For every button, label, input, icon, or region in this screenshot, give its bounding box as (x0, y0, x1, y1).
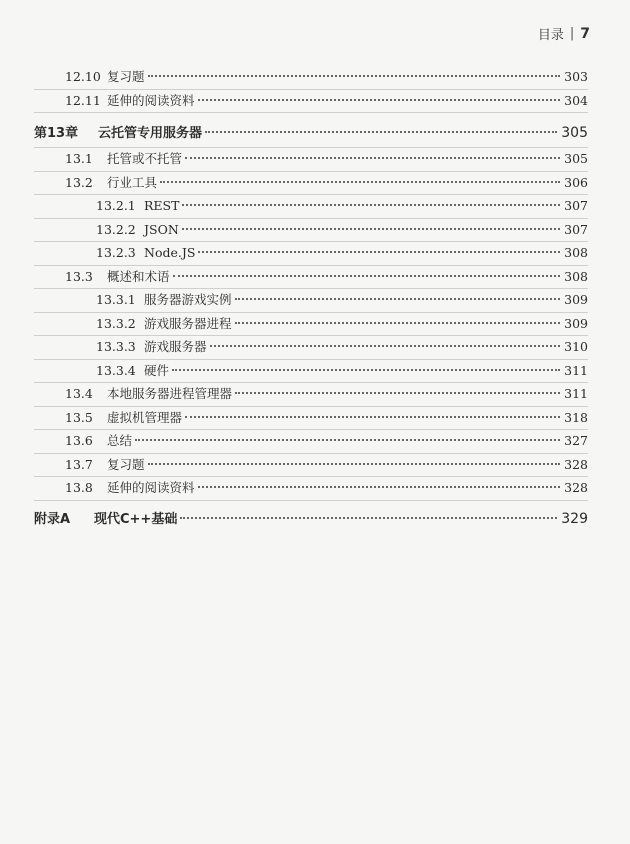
toc-appendix-title: 现代C++基础 (94, 511, 178, 527)
dot-leader (182, 204, 560, 206)
toc-entry-number: 13.3.4 (96, 362, 136, 378)
dot-leader (210, 345, 561, 347)
dot-leader (235, 322, 561, 324)
toc-entry-number: 13.3 (65, 268, 93, 284)
toc-entry-13-5[interactable] (34, 407, 588, 431)
toc-entry-title: REST (144, 198, 180, 213)
toc-entry-title: 服务器游戏实例 (144, 292, 232, 307)
toc-entry-number: 13.2.3 (96, 245, 136, 260)
toc-entry-page: 304 (564, 92, 588, 108)
toc-entry-title: 延伸的阅读资料 (107, 480, 195, 495)
toc-entry-13-3-1[interactable] (34, 289, 588, 313)
toc-entry-number: 13.2 (65, 174, 93, 190)
dot-leader (160, 181, 560, 183)
toc-entry-number: 13.3.1 (96, 292, 136, 307)
toc-entry-title: 行业工具 (107, 174, 158, 190)
dot-leader (198, 486, 561, 488)
toc-entry-13-2-2[interactable] (34, 219, 588, 243)
toc-entry-number: 13.2.1 (96, 198, 136, 213)
toc-entry-page: 309 (564, 292, 588, 307)
dot-leader (148, 75, 561, 77)
toc-entry-12-10[interactable] (34, 66, 588, 90)
toc-entry-number: 13.4 (65, 386, 93, 401)
dot-leader (185, 416, 560, 418)
dot-leader (180, 517, 557, 519)
toc-entry-13-3-3[interactable] (34, 336, 588, 360)
toc-entry-page: 310 (564, 339, 588, 354)
toc-entry-title: 硬件 (144, 362, 170, 378)
toc-entry-13-1[interactable] (34, 148, 588, 172)
toc-entry-number: 13.3.3 (96, 339, 136, 354)
dot-leader (235, 298, 561, 300)
dot-leader (235, 392, 560, 394)
dot-leader (135, 439, 560, 441)
toc-entry-title: 概述和术语 (107, 268, 170, 284)
toc-entry-13-6[interactable] (34, 430, 588, 454)
toc-entry-13-7[interactable] (34, 454, 588, 478)
toc-entry-title: 总结 (107, 433, 133, 448)
header-page-number: 7 (580, 25, 590, 42)
toc-entry-title: 托管或不托管 (107, 151, 183, 166)
toc-entry-13-3-4[interactable] (34, 360, 588, 384)
toc-entry-number: 13.3.2 (96, 315, 136, 331)
dot-leader (198, 99, 561, 101)
toc-entry-number: 13.1 (65, 151, 93, 166)
toc-entry-page: 327 (564, 433, 588, 448)
toc-entry-page: 308 (564, 245, 588, 260)
toc-chapter-page: 305 (561, 125, 588, 141)
toc-entry-13-8[interactable] (34, 477, 588, 501)
toc-entry-title: 复习题 (107, 456, 145, 472)
toc-entry-page: 308 (564, 268, 588, 284)
toc-entry-page: 309 (564, 315, 588, 331)
toc-entry-page: 305 (564, 151, 588, 166)
dot-leader (185, 157, 560, 159)
toc-entry-13-3-2[interactable] (34, 313, 588, 337)
toc-entry-page: 328 (564, 456, 588, 472)
toc-entry-13-3[interactable] (34, 266, 588, 290)
toc-entry-page: 311 (564, 362, 588, 378)
toc-entry-title: 复习题 (107, 69, 145, 84)
table-of-contents (34, 66, 588, 533)
toc-chapter-number: 第13章 (34, 126, 79, 141)
toc-entry-page: 306 (564, 174, 588, 190)
toc-entry-title: 延伸的阅读资料 (107, 92, 195, 108)
toc-entry-title: 本地服务器进程管理器 (107, 386, 233, 401)
toc-entry-page: 318 (564, 409, 588, 425)
toc-entry-title: 游戏服务器 (144, 339, 207, 354)
dot-leader (198, 251, 560, 253)
toc-entry-title: 游戏服务器进程 (144, 315, 232, 331)
toc-entry-title: JSON (144, 221, 179, 237)
header-section-label: 目录 (537, 28, 564, 43)
dot-leader (172, 369, 560, 371)
toc-entry-title: 虚拟机管理器 (107, 409, 183, 425)
toc-entry-page: 303 (564, 69, 588, 84)
toc-entry-number: 13.8 (65, 480, 93, 495)
toc-entry-number: 13.2.2 (96, 221, 136, 237)
toc-chapter-title: 云托管专用服务器 (98, 126, 203, 141)
dot-leader (205, 131, 557, 133)
toc-entry-12-11[interactable] (34, 90, 588, 114)
toc-entry-title: Node.JS (144, 245, 196, 260)
toc-entry-number: 13.6 (65, 433, 93, 448)
toc-entry-page: 307 (564, 221, 588, 237)
toc-appendix-page: 329 (561, 510, 588, 527)
dot-leader (173, 275, 561, 277)
toc-chapter-13[interactable] (34, 119, 588, 148)
toc-entry-page: 328 (564, 480, 588, 495)
toc-entry-page: 307 (564, 198, 588, 213)
toc-entry-number: 13.7 (65, 456, 93, 472)
toc-appendix-number: 附录A (34, 511, 71, 527)
toc-entry-13-2-3[interactable] (34, 242, 588, 266)
dot-leader (148, 463, 561, 465)
toc-entry-13-2-1[interactable] (34, 195, 588, 219)
toc-entry-number: 13.5 (65, 409, 93, 425)
toc-entry-13-4[interactable] (34, 383, 588, 407)
toc-entry-number: 12.11 (65, 92, 101, 108)
page-header (538, 24, 590, 43)
toc-entry-13-2[interactable] (34, 172, 588, 196)
toc-entry-number: 12.10 (65, 69, 101, 84)
header-separator: | (569, 26, 575, 41)
toc-entry-page: 311 (564, 386, 588, 401)
toc-appendix-a[interactable] (34, 505, 588, 533)
dot-leader (182, 228, 560, 230)
